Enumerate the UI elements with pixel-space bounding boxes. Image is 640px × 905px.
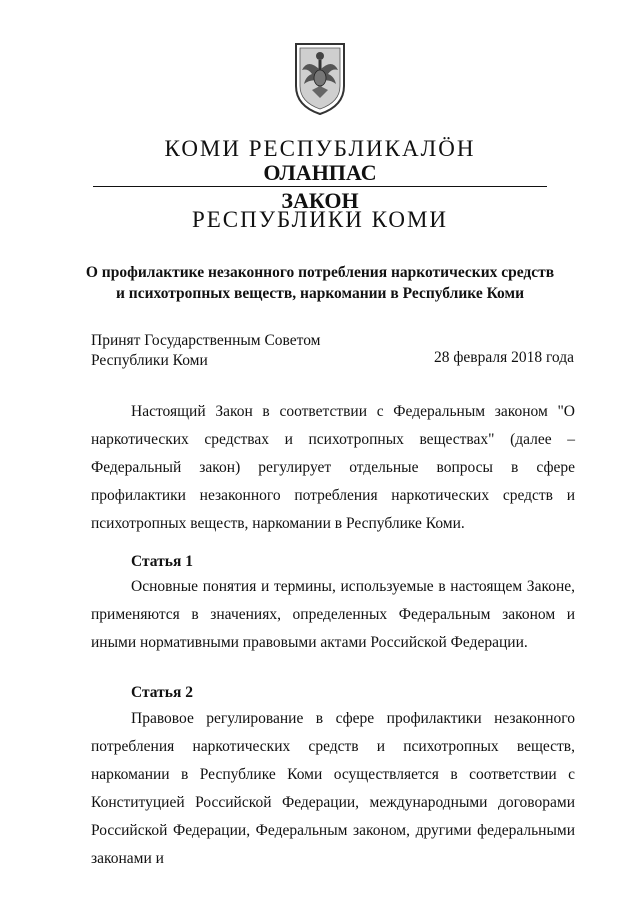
header-olanpas: ОЛАНПАС <box>263 160 377 185</box>
header-republic-line: РЕСПУБЛИКИ КОМИ <box>191 207 449 232</box>
preamble-paragraph: Настоящий Закон в соответствии с Федеральным законом "О наркотических средствах и психотропных веществах" (далее – Федеральный закон) регулирует отдельные вопросы в сфере профилактики незаконного потребления наркотических средств и психотропных веществ, наркомании в Республике Коми. <box>91 403 575 532</box>
article-2-text: Правовое регулирование в сфере профилактики незаконного потребления наркотических средств и психотропных веществ, наркомании в Республике Коми осуществляется в соответствии с Конституцией Российской Федерации, международными договорами Российской Федерации, Федеральным законом, другими федеральными законами и <box>91 710 575 867</box>
adoption-line-1: Принят Государственным Советом <box>91 332 321 349</box>
coat-of-arms-komi-icon <box>290 40 350 116</box>
adoption-date: 28 февраля 2018 года <box>433 349 574 366</box>
header-zakon: ЗАКОН <box>281 188 359 213</box>
adoption-block <box>91 331 321 371</box>
article-1-heading: Статья 1 <box>131 553 193 570</box>
law-title-line-1: О профилактике незаконного потребления наркотических средств <box>85 264 555 281</box>
article-1-text: Основные понятия и термины, используемые в настоящем Законе, применяются в значениях, определенных Федеральным законом и иными нормативными правовыми актами Российской Федерации. <box>91 578 575 651</box>
header-komi-line: КОМИ РЕСПУБЛИКАЛÖН <box>164 136 476 161</box>
law-title <box>0 262 640 304</box>
header-divider <box>93 186 547 187</box>
law-title-line-2: и психотропных веществ, наркомании в Республике Коми <box>115 285 525 302</box>
adoption-line-2: Республики Коми <box>91 352 208 369</box>
article-2-heading: Статья 2 <box>131 684 193 701</box>
